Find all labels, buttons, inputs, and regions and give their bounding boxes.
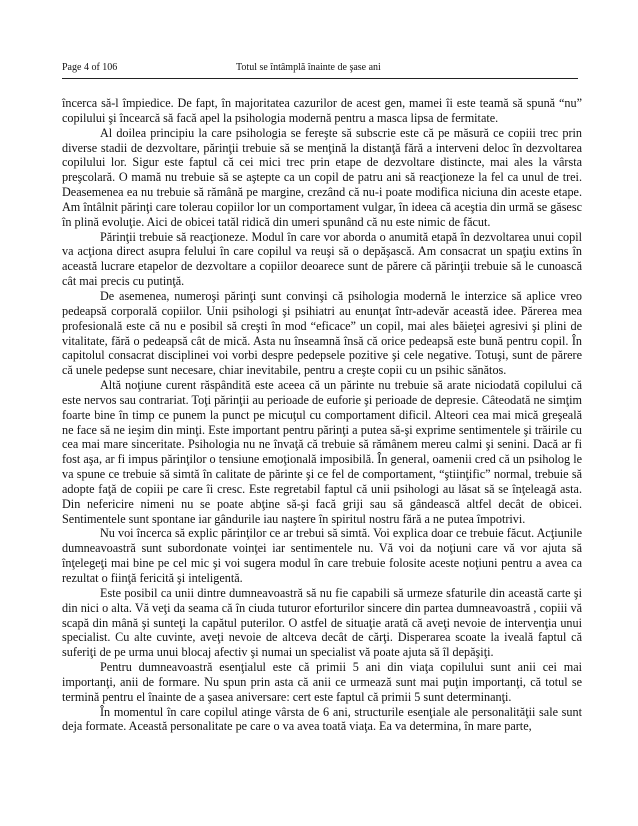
paragraph: Este posibil ca unii dintre dumneavoastră să nu fie capabili să urmeze sfaturile din această carte şi din nici o alta. Vă veţi da seama că în ciuda tuturor eforturilor sincere din partea dumneavoastră , copiii vă scapă din mână şi sunteţi la capătul puterilor. O astfel de situaţie arată că aveţi nevoie de intervenţia unui specialist. Cu alte cuvinte, aveţi nevoie de altceva decât de cărţi. Disperarea scoate la iveală faptul că suferiţi de pe urma unui blocaj afectiv şi numai un specialist vă poate ajuta să îl depăşiţi. <box>62 585 582 660</box>
paragraph: Pentru dumneavoastră esenţialul este că primii 5 ani din viaţa copilului sunt anii cei mai importanţi, anii de formare. Nu spun prin asta că anii ce urmează sunt mai puţin importanţi, că totul se termină pentru el înainte de a şasea aniversare: cert este faptul că primii 5 sunt determinanţi. <box>62 660 582 704</box>
page-header <box>62 60 578 79</box>
paragraph: Nu voi încerca să explic părinţilor ce ar trebui să simtă. Voi explica doar ce trebuie făcut. Acţiunile dumneavoastră sunt subordonate voinţei iar sentimentele nu. Vă voi da noţiuni care vă vor ajuta să înţelegeţi mai bine pe cel mic şi voi sugera modul în care trebuie folosite aceste noţiuni pentru a avea ca rezultat o fiinţă fericită şi inteligentă. <box>62 526 582 585</box>
paragraph: încerca să-l împiedice. De fapt, în majoritatea cazurilor de acest gen, mamei îi este teamă să spună “nu” copilului şi încearcă să facă apel la psihologia modernă pentru a masca lipsa de fermitate. <box>62 96 582 125</box>
paragraph: În momentul în care copilul atinge vârsta de 6 ani, structurile esenţiale ale personalităţii sale sunt deja formate. Această personalitate pe care o va avea toată viaţa. Ea va determina, în mare parte, <box>62 704 582 734</box>
running-title: Totul se întâmplă înainte de şase ani <box>236 62 381 73</box>
paragraph: De asemenea, numeroşi părinţi sunt convinşi că psihologia modernă le interzice să aplice vreo pedeapsă corporală copiilor. Unii psihologi şi psihiatri au enunţat într-adevăr această idee. Părerea mea profesională este că nu e posibil să creşti în mod “eficace” un copil, mai ales băieţei agresivi şi plini de vitalitate, fără o pedeapsă cât de mică. Asta nu înseamnă însă că orice pedeapsă este bună pentru copil. În capitolul consacrat disciplinei voi vorbi despre pedepsele pozitive şi cele negative. Totuşi, sunt de părere că unele pedepse sunt necesare, chiar inevitabile, pentru a creşte copii cu un psihic sănătos. <box>62 288 582 378</box>
paragraph: Altă noţiune curent răspândită este aceea că un părinte nu trebuie să arate niciodată copilului că este nervos sau contrariat. Toţi părinţii au perioade de euforie şi perioade de depresie. Câteodată ne simţim foarte bine în timp ce punem la punct pe micuţul cu comportament dificil. Alteori cea mai mică greşeală ne face să ne ieşim din minţi. Este important pentru părinţi a putea să-şi exprime sentimentele şi trăirile cu cea mai mare sinceritate. Psihologia nu ne învaţă că trebuie să rămânem mereu calmi şi senini. Dacă ar fi fost aşa, ar fi impus părinţilor o tensiune emoţională imposibilă. În general, oamenii cred că un psiholog le va spune ce trebuie să simtă în calitate de părinte şi ce fel de comportament, “ştiinţific” normal, trebuie să adopte faţă de copiii pe care îi cresc. Este regretabil faptul că unii psihologi au lăsat să se înţeleagă asta. Din nefericire nimeni nu se poate abţine să-şi facă griji sau să gândească altfel decât de obicei. Sentimentele sunt spontane iar gândurile iau naştere în spiritul nostru fără a ne putea împotrivi. <box>62 378 582 526</box>
paragraph: Părinţii trebuie să reacţioneze. Modul în care vor aborda o anumită etapă în dezvoltarea unui copil va acţiona direct asupra felului în care copilul va reuşi să o depăşască. Am consacrat un spaţiu extins în această lucrare etapelor de dezvoltare a copiilor deoarece sunt de părere că părinţii trebuie să le cunoască cât mai precis cu putinţă. <box>62 229 582 289</box>
page-number: Page 4 of 106 <box>62 62 118 73</box>
body-text <box>62 96 582 734</box>
paragraph: Al doilea principiu la care psihologia se fereşte să subscrie este că pe măsură ce copiii trec prin diverse stadii de dezvoltare, părinţii trebuie să se menţină la distanţă fără a interveni deloc în dezvoltarea copilului lor. Sigur este faptul că cei mici trec prin etape de dezvoltare distincte, mai ales la vârsta preşcolară. O mamă nu trebuie să se aştepte ca un copil de patru ani să reacţioneze la fel ca unul de trei. Deasemenea ea nu trebuie să rămână pe margine, crezând că nu-i poate modifica niciuna din aceste etape. Am întâlnit părinţi care tolerau copiilor lor un comportament vulgar, în ideea că aceştia din urmă se găsesc în plină evoluţie. Aici de obicei tatăl ridică din umeri spunând că nu este nimic de făcut. <box>62 125 582 229</box>
